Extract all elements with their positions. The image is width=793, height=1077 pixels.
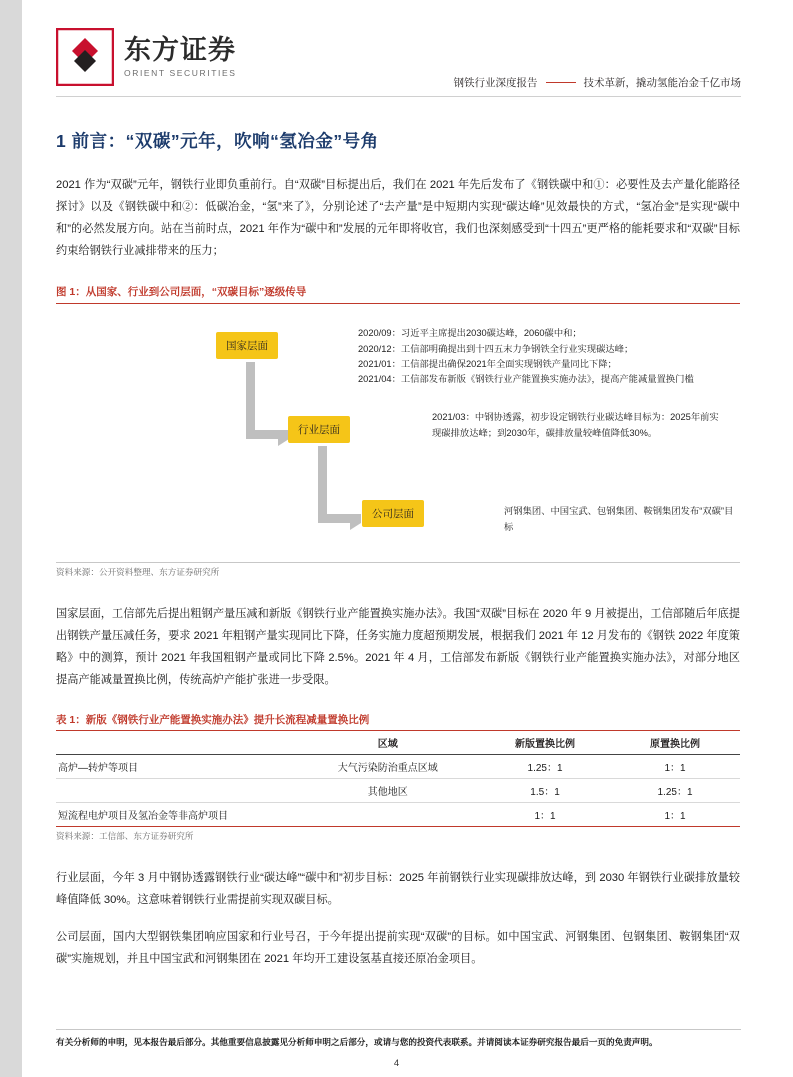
footer-rule <box>56 1029 741 1030</box>
diagram-company-notes <box>504 504 740 535</box>
table-cell: 高炉—转炉等项目 <box>56 754 295 778</box>
diagram-node-company: 公司层面 <box>362 500 424 527</box>
figure-1-diagram <box>56 304 740 562</box>
diagram-national-line: 2021/01：工信部提出确保2021年全面实现钢铁产量同比下降； <box>358 359 617 370</box>
arrowhead-company-icon <box>350 516 361 530</box>
diagram-node-industry: 行业层面 <box>288 416 350 443</box>
table-cell: 1.25：1 <box>610 778 740 802</box>
table-col-header-2: 新版置换比例 <box>480 730 610 754</box>
table-cell: 1：1 <box>610 802 740 826</box>
table-1-caption: 表 1：新版《钢铁行业产能置换实施办法》提升长流程减量置换比例 <box>56 713 370 726</box>
page-content <box>56 128 740 979</box>
table-header-row <box>56 730 740 754</box>
table-1 <box>56 730 740 827</box>
paragraph-national-level: 国家层面，工信部先后提出粗钢产量压减和新版《钢铁行业产能置换实施办法》。我国“双碳”目标在 2020 年 9 月被提出，工信部随后年底提出钢铁产量压减任务，要求 2021 年粗钢产量实现同比下降，任务实施力度超预期发展，根据我们 2021 年 12 月发布的《钢铁 2022 年度策略》中的测算，预计 2021 年我国粗钢产量或同比下降 2.5%。2021 年 4 月，工信部发布新版《钢铁行业产能置换实施办法》，对部分地区提高产能减量置换比例，传统高炉产能扩张进一步受限。 <box>56 608 740 686</box>
diagram-company-line: 河钢集团、中国宝武、包钢集团、鞍钢集团发布“双碳”目标 <box>504 506 734 532</box>
diagram-industry-line: 2021/03：中钢协透露，初步设定钢铁行业碳达峰目标为：2025年前实现碳排放达峰；到2030年，碳排放量较峰值降低30%。 <box>432 412 719 438</box>
diagram-node-national: 国家层面 <box>216 332 278 359</box>
paragraph-industry-level: 行业层面，今年 3 月中钢协透露钢铁行业“碳达峰”“碳中和”初步目标：2025 年前钢铁行业实现碳排放达峰，到 2030 年钢铁行业碳排放量较峰值降低 30%。这意味着钢铁行业需提前实现双碳目标。 <box>56 871 740 906</box>
header-report-label <box>454 75 742 90</box>
logo-text <box>124 36 237 78</box>
table-cell: 其他地区 <box>295 778 480 802</box>
report-series-label: 钢铁行业深度报告 <box>453 77 538 89</box>
header-divider-line <box>546 82 576 83</box>
table-cell <box>56 778 295 802</box>
figure-1-source: 资料来源：公开资料整理、东方证券研究所 <box>56 567 220 578</box>
table-cell: 1.25：1 <box>480 754 610 778</box>
figure-1-caption: 图 1：从国家、行业到公司层面，“双碳目标”逐级传导 <box>56 286 307 299</box>
intro-paragraph: 2021 作为“双碳”元年，钢铁行业即负重前行。自“双碳”目标提出后，我们在 2021 年先后发布了《钢铁碳中和①：必要性及去产量化能路径探讨》以及《钢铁碳中和②：低碳冶金，“氢”来了》，分别论述了“去产量”是中短期内实现“碳达峰”见效最快的方式，“氢冶金”是实现“碳中和”的必然发展方向。站在当前时点，2021 年作为“碳中和”发展的元年即将收官，我们也深刻感受到“十四五”更严格的能耗要求和“双碳”目标约束给钢铁行业减排带来的压力； <box>56 179 740 257</box>
brand-logo <box>56 28 237 86</box>
table-col-header-0 <box>56 730 295 754</box>
table-row <box>56 802 740 826</box>
diagram-national-line: 2020/12：工信部明确提出到十四五末力争钢铁全行业实现碳达峰； <box>358 343 634 354</box>
page-title: 1 前言：“双碳”元年，吹响“氢冶金”号角 <box>56 131 379 151</box>
footer-disclaimer: 有关分析师的申明，见本报告最后部分。其他重要信息披露见分析师申明之后部分，或请与您的投资代表联系。并请阅读本证券研究报告最后一页的免责声明。 <box>56 1037 658 1048</box>
table-col-header-1: 区域 <box>295 730 480 754</box>
logo-mark-icon <box>56 28 114 86</box>
arrow-elbow-national-to-industry <box>246 362 289 439</box>
table-cell: 1：1 <box>480 802 610 826</box>
table-cell: 1：1 <box>610 754 740 778</box>
page-header <box>0 0 793 106</box>
page-footer <box>56 1029 741 1049</box>
logo-name-en: ORIENT SECURITIES <box>124 68 237 79</box>
table-1-source: 资料来源：工信部、东方证券研究所 <box>56 830 194 841</box>
table-cell: 1.5：1 <box>480 778 610 802</box>
page-left-band <box>0 0 22 1077</box>
table-cell: 大气污染防治重点区域 <box>295 754 480 778</box>
table-row <box>56 778 740 802</box>
diagram-national-line: 2020/09：习近平主席提出2030碳达峰，2060碳中和； <box>358 328 582 339</box>
diagram-national-line: 2021/04：工信部发布新版《钢铁行业产能置换实施办法》，提高产能减量置换门槛 <box>358 374 694 385</box>
report-subtitle-label: 技术革新，撬动氢能冶金千亿市场 <box>583 77 741 89</box>
arrow-elbow-industry-to-company <box>318 446 361 523</box>
paragraph-company-level: 公司层面，国内大型钢铁集团响应国家和行业号召，于今年提出提前实现“双碳”的目标。如中国宝武、河钢集团、包钢集团、鞍钢集团“双碳”实施规划，并且中国宝武和河钢集团在 2021 年均开工建设氢基直接还原冶金项目。 <box>56 931 740 966</box>
logo-name-cn: 东方证券 <box>124 34 236 65</box>
diagram-national-notes <box>358 326 694 387</box>
page-number: 4 <box>393 1058 400 1069</box>
table-col-header-3: 原置换比例 <box>610 730 740 754</box>
table-cell <box>295 802 480 826</box>
table-row <box>56 754 740 778</box>
table-cell: 短流程电炉项目及氢冶金等非高炉项目 <box>56 802 295 826</box>
diagram-industry-notes <box>432 410 722 441</box>
header-rule <box>56 96 741 97</box>
